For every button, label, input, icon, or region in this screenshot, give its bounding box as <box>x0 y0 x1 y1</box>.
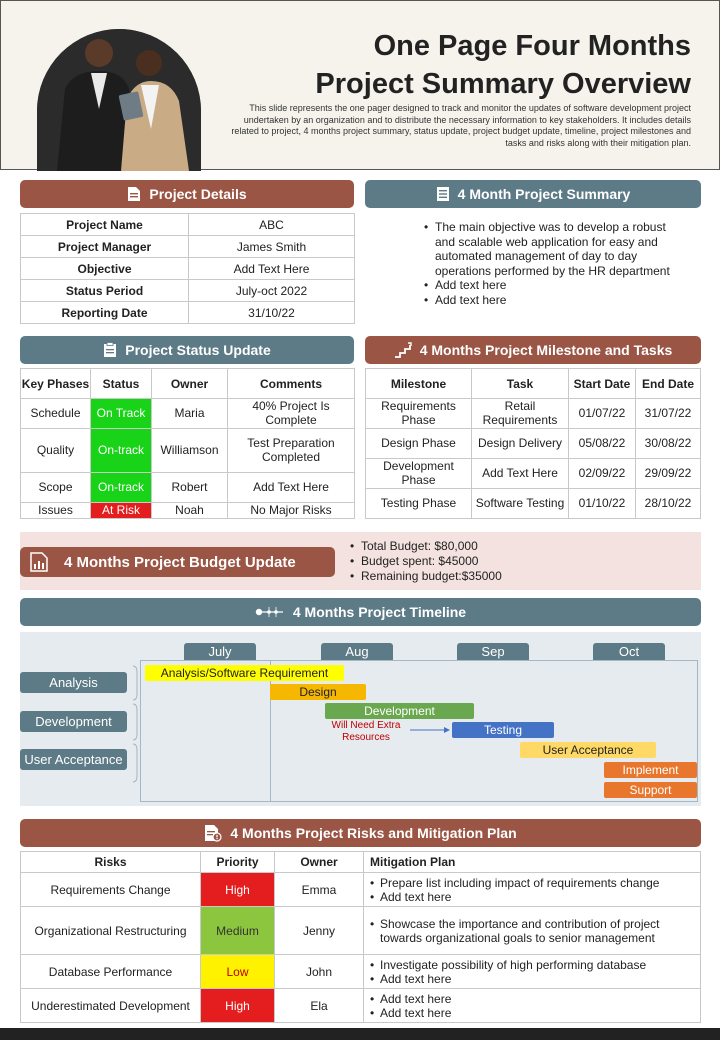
timeline-divider <box>270 660 271 802</box>
detail-key: Project Name <box>21 214 189 236</box>
detail-key: Status Period <box>21 280 189 302</box>
summary-header <box>365 180 701 208</box>
table-row <box>21 907 701 955</box>
list-item: • Total Budget: $80,000 <box>350 539 502 554</box>
risk-cell: Organizational Restructuring <box>21 907 201 955</box>
task-cell: Design Delivery <box>472 429 569 459</box>
timeline-header <box>20 598 701 626</box>
table-row <box>21 873 701 907</box>
table-row <box>21 258 355 280</box>
phase-cell: Quality <box>21 429 91 473</box>
risks-title: 4 Months Project Risks and Mitigation Plan <box>230 825 517 841</box>
page-title <box>251 27 691 103</box>
list-item: • Showcase the importance and contribution of project towards organizational goals to senior management <box>370 917 700 945</box>
milestone-cell: Testing Phase <box>366 489 472 519</box>
detail-key: Objective <box>21 258 189 280</box>
gantt-bar-implement: Implement <box>604 762 697 778</box>
column-header: Priority <box>201 852 275 873</box>
table-row <box>21 989 701 1023</box>
list-item: • Add text here <box>370 890 700 904</box>
column-header: Mitigation Plan <box>364 852 701 873</box>
table-header-row <box>21 369 355 399</box>
end-date-cell: 30/08/22 <box>636 429 701 459</box>
table-row <box>366 459 701 489</box>
summary-title: 4 Month Project Summary <box>457 186 631 202</box>
status-badge: At Risk <box>91 503 152 519</box>
budget-list <box>350 539 502 584</box>
header-banner <box>0 0 720 170</box>
detail-key: Project Manager <box>21 236 189 258</box>
milestones-table <box>365 368 701 519</box>
phase-cell: Schedule <box>21 399 91 429</box>
risk-cell: Requirements Change <box>21 873 201 907</box>
owner-cell: Emma <box>275 873 364 907</box>
priority-badge: High <box>201 989 275 1023</box>
detail-value: Add Text Here <box>189 258 355 280</box>
risks-header <box>20 819 701 847</box>
phase-cell: Issues <box>21 503 91 519</box>
owner-cell: Noah <box>152 503 228 519</box>
column-header: Task <box>472 369 569 399</box>
column-header: Comments <box>228 369 355 399</box>
comment-cell: Add Text Here <box>228 473 355 503</box>
detail-value: 31/10/22 <box>189 302 355 324</box>
checklist-icon <box>436 186 450 202</box>
priority-badge: High <box>201 873 275 907</box>
column-header: Status <box>91 369 152 399</box>
page-subtitle: This slide represents the one pager designed to track and monitor the updates of software development project undertaken by an organization and to distribute the necessary information to key stakeholders. It includes details related to project, 4 months project summary, status update, project budget update, timeline, project milestones and tasks and risks along with their mitigation plan. <box>231 103 691 148</box>
table-row <box>21 473 355 503</box>
gantt-bar-support: Support <box>604 782 697 798</box>
list-item: • The main objective was to develop a robust and scalable web application for easy and automated management of day to day operations performed by the HR department <box>424 220 684 278</box>
task-cell: Software Testing <box>472 489 569 519</box>
list-item: • Add text here <box>370 972 700 986</box>
table-row <box>21 236 355 258</box>
start-date-cell: 01/07/22 <box>569 399 636 429</box>
table-row <box>366 489 701 519</box>
resource-note: Will Need Extra Resources <box>331 720 401 743</box>
gantt-bar-design: Design <box>270 684 366 700</box>
budget-header <box>20 547 335 577</box>
phase-user-acceptance: User Acceptance <box>20 749 127 770</box>
table-row <box>21 503 355 519</box>
mitigation-cell <box>364 955 701 989</box>
table-row <box>366 399 701 429</box>
list-item: • Budget spent: $45000 <box>350 554 502 569</box>
detail-value: James Smith <box>189 236 355 258</box>
start-date-cell: 05/08/22 <box>569 429 636 459</box>
table-row <box>21 302 355 324</box>
column-header: Risks <box>21 852 201 873</box>
list-item: • Investigate possibility of high performing database <box>370 958 700 972</box>
end-date-cell: 29/09/22 <box>636 459 701 489</box>
list-item: • Prepare list including impact of requirements change <box>370 876 700 890</box>
status-update-title: Project Status Update <box>125 342 271 358</box>
footer-bar <box>0 1028 720 1040</box>
title-line-2: Project Summary Overview <box>315 68 691 100</box>
table-header-row <box>21 852 701 873</box>
project-details-table <box>20 213 355 324</box>
table-row <box>21 429 355 473</box>
risk-report-icon <box>204 824 222 842</box>
milestones-title: 4 Months Project Milestone and Tasks <box>419 342 673 358</box>
gantt-bar-analysis: Analysis/Software Requirement <box>145 665 344 681</box>
detail-value: July-oct 2022 <box>189 280 355 302</box>
table-row <box>366 429 701 459</box>
timeline-title: 4 Months Project Timeline <box>292 604 467 620</box>
title-line-1: One Page Four Months <box>373 30 691 62</box>
comment-cell: 40% Project Is Complete <box>228 399 355 429</box>
priority-badge: Low <box>201 955 275 989</box>
column-header: Owner <box>152 369 228 399</box>
phase-analysis: Analysis <box>20 672 127 693</box>
risk-cell: Underestimated Development <box>21 989 201 1023</box>
detail-value: ABC <box>189 214 355 236</box>
milestone-cell: Requirements Phase <box>366 399 472 429</box>
month-oct: Oct <box>593 643 665 660</box>
budget-title: 4 Months Project Budget Update <box>64 553 296 571</box>
owner-cell: Maria <box>152 399 228 429</box>
owner-cell: Robert <box>152 473 228 503</box>
list-item: • Add text here <box>424 278 684 293</box>
end-date-cell: 31/07/22 <box>636 399 701 429</box>
milestones-header <box>365 336 701 364</box>
summary-list <box>424 220 684 307</box>
column-header: Start Date <box>569 369 636 399</box>
table-header-row <box>366 369 701 399</box>
owner-cell: Williamson <box>152 429 228 473</box>
gantt-bar-development: Development <box>325 703 474 719</box>
comment-cell: No Major Risks <box>228 503 355 519</box>
table-row <box>21 399 355 429</box>
status-badge: On-track <box>91 429 152 473</box>
detail-key: Reporting Date <box>21 302 189 324</box>
project-details-title: Project Details <box>149 186 247 202</box>
status-update-header <box>20 336 354 364</box>
month-july: July <box>184 643 256 660</box>
owner-cell: Ela <box>275 989 364 1023</box>
column-header: Owner <box>275 852 364 873</box>
budget-report-icon <box>30 552 48 572</box>
phase-brackets <box>127 664 143 784</box>
start-date-cell: 01/10/22 <box>569 489 636 519</box>
mitigation-cell <box>364 907 701 955</box>
priority-badge: Medium <box>201 907 275 955</box>
list-item: • Remaining budget:$35000 <box>350 569 502 584</box>
list-item: • Add text here <box>424 293 684 308</box>
milestone-cell: Development Phase <box>366 459 472 489</box>
column-header: Milestone <box>366 369 472 399</box>
table-row <box>21 280 355 302</box>
clipboard-icon <box>103 342 117 358</box>
month-sep: Sep <box>457 643 529 660</box>
team-photo <box>37 29 201 171</box>
month-aug: Aug <box>321 643 393 660</box>
steps-icon <box>394 342 412 358</box>
phase-cell: Scope <box>21 473 91 503</box>
risk-cell: Database Performance <box>21 955 201 989</box>
list-item: • Add text here <box>370 992 700 1006</box>
list-item: • Add text here <box>370 1006 700 1020</box>
mitigation-cell <box>364 873 701 907</box>
status-badge: On-track <box>91 473 152 503</box>
end-date-cell: 28/10/22 <box>636 489 701 519</box>
column-header: Key Phases <box>21 369 91 399</box>
status-badge: On Track <box>91 399 152 429</box>
project-details-header <box>20 180 354 208</box>
owner-cell: Jenny <box>275 907 364 955</box>
phase-development: Development <box>20 711 127 732</box>
risks-table <box>20 851 701 1023</box>
comment-cell: Test Preparation Completed <box>228 429 355 473</box>
table-row <box>21 214 355 236</box>
column-header: End Date <box>636 369 701 399</box>
gantt-bar-user-acceptance: User Acceptance <box>520 742 656 758</box>
task-cell: Add Text Here <box>472 459 569 489</box>
start-date-cell: 02/09/22 <box>569 459 636 489</box>
gantt-bar-testing: Testing <box>452 722 554 738</box>
mitigation-cell <box>364 989 701 1023</box>
status-table <box>20 368 355 519</box>
timeline-icon <box>255 605 285 619</box>
task-cell: Retail Requirements <box>472 399 569 429</box>
milestone-cell: Design Phase <box>366 429 472 459</box>
table-row <box>21 955 701 989</box>
arrow-right-icon <box>410 726 452 734</box>
document-icon <box>127 186 141 202</box>
owner-cell: John <box>275 955 364 989</box>
